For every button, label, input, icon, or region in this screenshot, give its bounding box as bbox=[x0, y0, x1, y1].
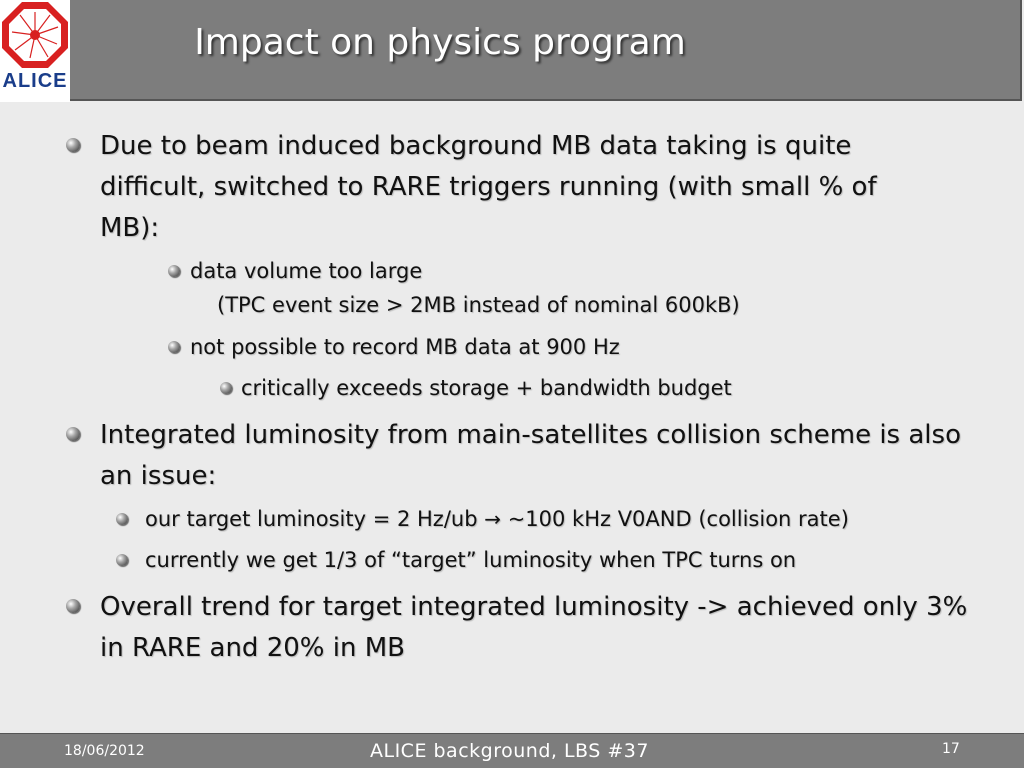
sub-bullet-icon bbox=[168, 265, 180, 277]
footer-title: ALICE background, LBS #37 bbox=[370, 740, 649, 762]
bullet-icon bbox=[66, 427, 80, 441]
right-arrow-icon: → bbox=[484, 507, 501, 531]
sub-sub-bullet-icon bbox=[220, 382, 232, 394]
slide-title: Impact on physics program bbox=[194, 22, 686, 63]
slide-footer bbox=[0, 733, 1024, 768]
sub-bullet-text-2-2: currently we get 1/3 of “target” luminosity when TPC turns on bbox=[145, 548, 797, 572]
bullet-icon bbox=[66, 599, 80, 613]
logo-text: ALICE bbox=[2, 70, 68, 92]
sub-sub-bullet-text-1-2-1: critically exceeds storage + bandwidth budget bbox=[241, 376, 732, 400]
sub-bullet-text-1-2: not possible to record MB data at 900 Hz bbox=[190, 335, 620, 359]
sub-bullet-text-1-1: data volume too large bbox=[190, 259, 423, 283]
bullet-text-3: Overall trend for target integrated luminosity -> achieved only 3% in RARE and 20% in MB bbox=[100, 592, 968, 663]
sub-bullet-text-2-1-pre: our target luminosity = 2 Hz/ub bbox=[145, 507, 478, 531]
alice-logo-icon bbox=[0, 0, 70, 70]
sub-bullet-text-2-1-post: ~100 kHz V0AND (collision rate) bbox=[507, 507, 849, 531]
sub-bullet-text-1-1-cont: (TPC event size > 2MB instead of nominal 600kB) bbox=[217, 293, 740, 317]
bullet-text-1: Due to beam induced background MB data taking is quite difficult, switched to RARE triggers running (with small % of MB): bbox=[100, 131, 877, 243]
slide-number: 17 bbox=[942, 741, 960, 757]
bullet-icon bbox=[66, 138, 80, 152]
sub-bullet-icon bbox=[116, 554, 128, 566]
sub-bullet-text-2-1 bbox=[145, 503, 1005, 536]
sub-bullet-icon bbox=[168, 341, 180, 353]
sub-bullet-icon bbox=[116, 513, 128, 525]
bullet-text-2: Integrated luminosity from main-satellites collision scheme is also an issue: bbox=[100, 420, 961, 491]
slide-header bbox=[70, 0, 1022, 101]
alice-logo bbox=[0, 0, 70, 102]
footer-date: 18/06/2012 bbox=[64, 743, 145, 759]
